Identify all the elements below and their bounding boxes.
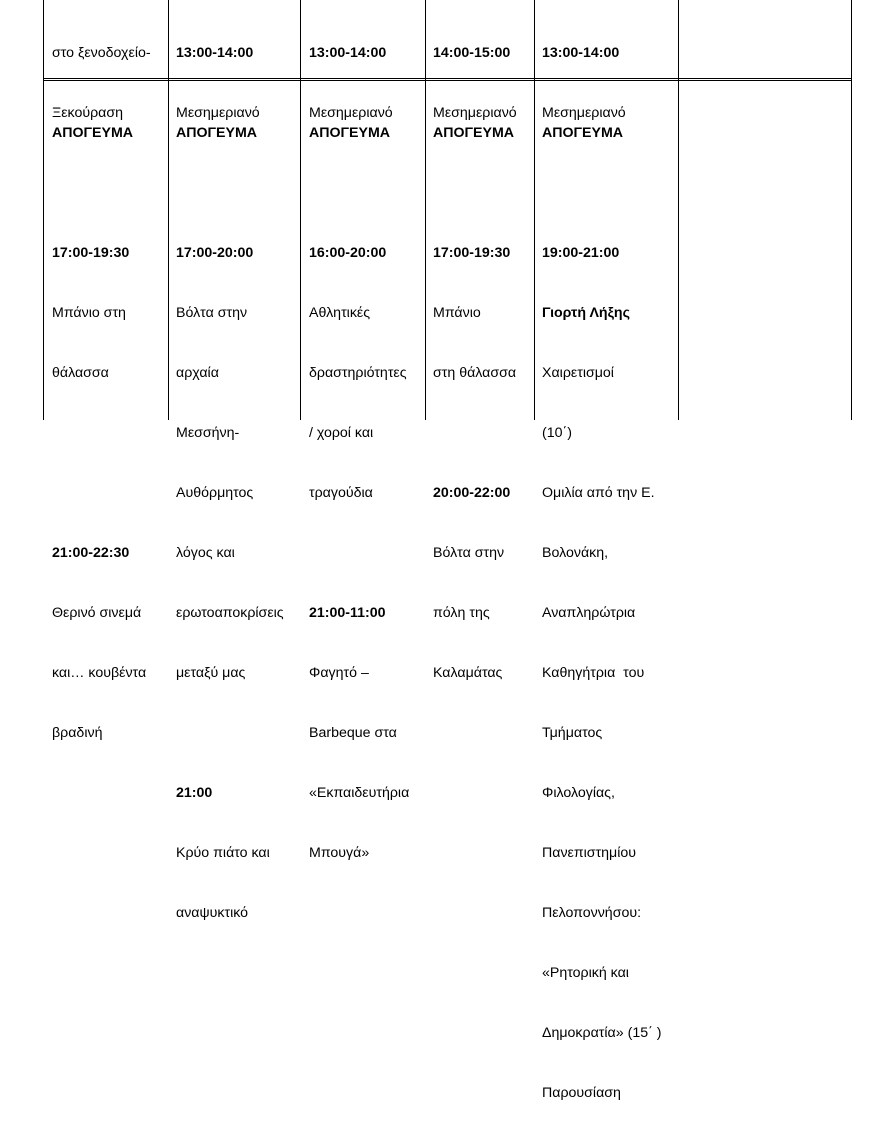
activity-line: μεταξύ μας bbox=[176, 665, 246, 681]
time-slot: 19:00-21:00 bbox=[542, 245, 620, 261]
column-border bbox=[168, 0, 169, 420]
activity-line: Καθηγήτρια του bbox=[542, 665, 645, 681]
section-heading: ΑΠΟΓΕΥΜΑ bbox=[433, 125, 515, 141]
activity-line: / χοροί και bbox=[309, 425, 374, 441]
time-slot: 17:00-19:30 bbox=[433, 245, 511, 261]
time-slot: 16:00-20:00 bbox=[309, 245, 387, 261]
activity-line: στο ξενοδοχείο- bbox=[52, 45, 151, 61]
time-slot: 21:00-22:30 bbox=[52, 545, 130, 561]
activity-line: ερωτοαποκρίσεις bbox=[176, 605, 284, 621]
activity-line: Μεσσήνη- bbox=[176, 425, 240, 441]
activity-line: και… κουβέντα bbox=[52, 665, 147, 681]
event-title: Γιορτή Λήξης bbox=[542, 305, 630, 321]
activity-line: (10΄) bbox=[542, 425, 572, 441]
activity-line: Ομιλία από την Ε. bbox=[542, 485, 655, 501]
activity-line: Παρουσίαση bbox=[542, 1085, 621, 1101]
activity-line: τραγούδια bbox=[309, 485, 373, 501]
time-slot: 13:00-14:00 bbox=[542, 45, 620, 61]
section-heading: ΑΠΟΓΕΥΜΑ bbox=[52, 125, 134, 141]
activity-line: Μεσημεριανό bbox=[542, 105, 626, 121]
time-slot: 13:00-14:00 bbox=[176, 45, 254, 61]
section-heading: ΑΠΟΓΕΥΜΑ bbox=[309, 125, 391, 141]
time-slot: 17:00-20:00 bbox=[176, 245, 254, 261]
activity-line: Μεσημεριανό bbox=[309, 105, 393, 121]
activity-line: Βόλτα στην bbox=[433, 545, 505, 561]
time-slot: 14:00-15:00 bbox=[433, 45, 511, 61]
activity-line: βραδινή bbox=[52, 725, 103, 741]
activity-line: δραστηριότητες bbox=[309, 365, 407, 381]
column-border bbox=[534, 0, 535, 420]
activity-line: Αυθόρμητος bbox=[176, 485, 254, 501]
activity-line: Βολονάκη, bbox=[542, 545, 609, 561]
activity-line: Φιλολογίας, bbox=[542, 785, 615, 801]
column-border bbox=[43, 0, 44, 420]
activity-line: Αθλητικές bbox=[309, 305, 371, 321]
afternoon-cell-2 bbox=[176, 83, 284, 963]
activity-line: «Ρητορική και bbox=[542, 965, 629, 981]
activity-line: Ξεκούραση bbox=[52, 105, 124, 121]
activity-line: Αναπληρώτρια bbox=[542, 605, 636, 621]
activity-line: πόλη της bbox=[433, 605, 490, 621]
afternoon-cell-3 bbox=[309, 83, 409, 903]
activity-line: Μεσημεριανό bbox=[433, 105, 517, 121]
column-border bbox=[300, 0, 301, 420]
section-heading: ΑΠΟΓΕΥΜΑ bbox=[542, 125, 624, 141]
afternoon-cell-4 bbox=[433, 83, 516, 723]
activity-line: αρχαία bbox=[176, 365, 219, 381]
activity-line: Μεσημεριανό bbox=[176, 105, 260, 121]
activity-line: Μπάνιο στη bbox=[52, 305, 126, 321]
activity-line: αναψυκτικό bbox=[176, 905, 249, 921]
section-heading: ΑΠΟΓΕΥΜΑ bbox=[176, 125, 258, 141]
activity-line: «Εκπαιδευτήρια bbox=[309, 785, 410, 801]
time-slot: 20:00-22:00 bbox=[433, 485, 511, 501]
activity-line: Καλαμάτας bbox=[433, 665, 503, 681]
column-border bbox=[851, 0, 852, 420]
activity-line: Φαγητό – bbox=[309, 665, 369, 681]
time-slot: 13:00-14:00 bbox=[309, 45, 387, 61]
activity-line: Τμήματος bbox=[542, 725, 603, 741]
activity-line: Μπουγά» bbox=[309, 845, 370, 861]
activity-line: στη θάλασσα bbox=[433, 365, 517, 381]
time-slot: 21:00-11:00 bbox=[309, 605, 386, 621]
activity-line: Πελοποννήσου: bbox=[542, 905, 642, 921]
activity-line: Βόλτα στην bbox=[176, 305, 248, 321]
column-border bbox=[425, 0, 426, 420]
activity-line: Κρύο πιάτο και bbox=[176, 845, 270, 861]
activity-line: Barbeque στα bbox=[309, 725, 397, 741]
activity-line: Χαιρετισμοί bbox=[542, 365, 614, 381]
activity-line: λόγος και bbox=[176, 545, 235, 561]
afternoon-cell-5 bbox=[542, 83, 662, 1143]
activity-line: Πανεπιστημίου bbox=[542, 845, 637, 861]
time-slot: 17:00-19:30 bbox=[52, 245, 130, 261]
time-slot: 21:00 bbox=[176, 785, 213, 801]
activity-line: θάλασσα bbox=[52, 365, 109, 381]
column-border bbox=[678, 0, 679, 420]
activity-line: Μπάνιο bbox=[433, 305, 481, 321]
activity-line: Δημοκρατία» (15΄ ) bbox=[542, 1025, 662, 1041]
afternoon-cell-1 bbox=[52, 83, 146, 783]
activity-line: Θερινό σινεμά bbox=[52, 605, 142, 621]
